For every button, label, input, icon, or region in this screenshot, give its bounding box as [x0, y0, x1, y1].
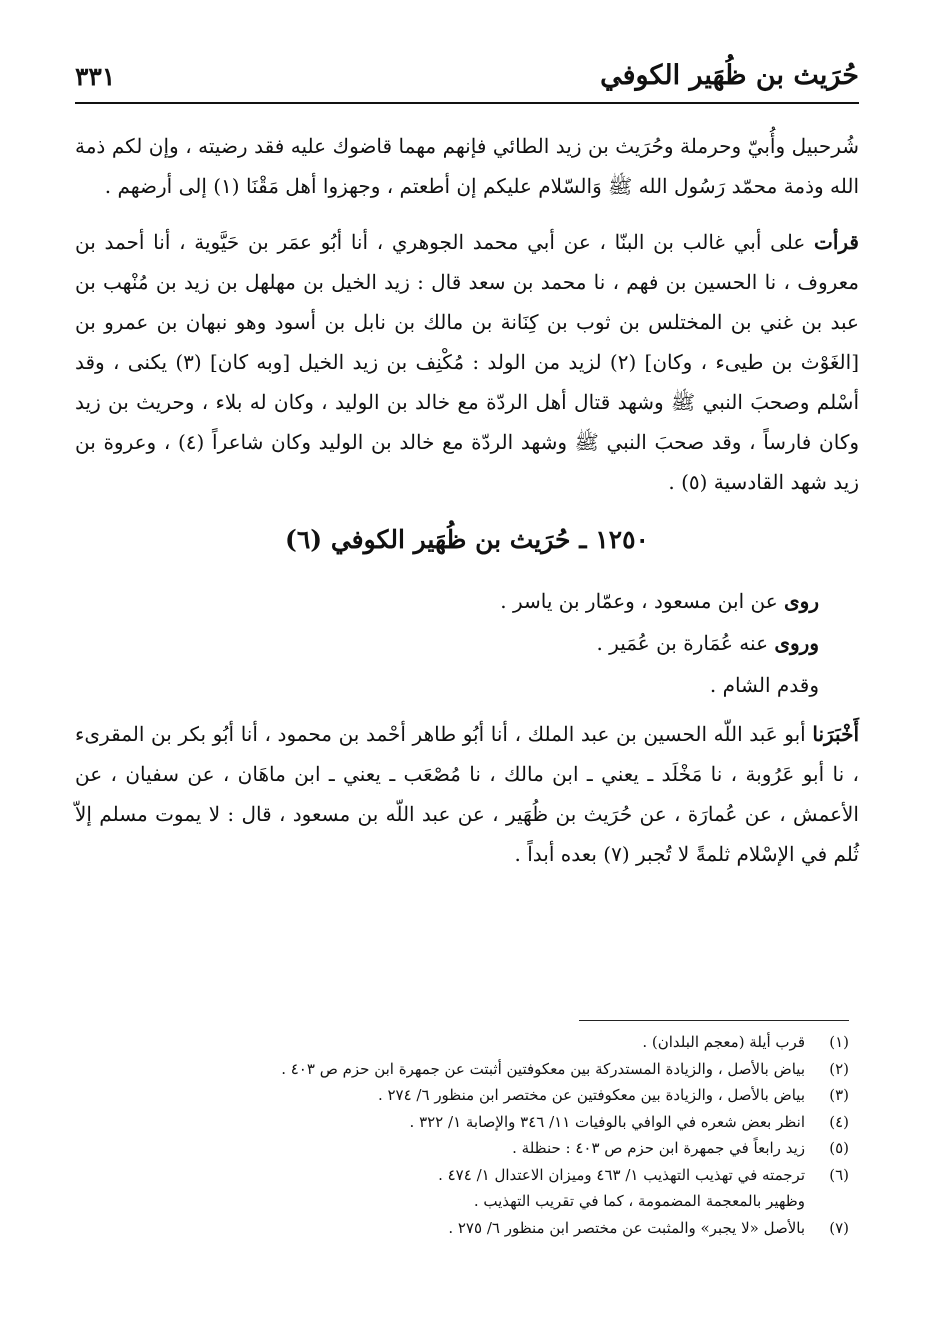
narration-from-line [75, 580, 819, 622]
footnote-number: (١) [829, 1033, 849, 1051]
entry-heading: ١٢٥٠ ـ حُرَيث بن ظُهَير الكوفي (٦) [285, 525, 649, 554]
footnote-number: (٢) [829, 1059, 849, 1078]
footnote-6-continuation: وظهير بالمعجمة المضمومة ، كما في تقريب التهذيب . [473, 1192, 805, 1210]
paragraph-3 [75, 714, 859, 874]
footnote-3 [85, 1082, 849, 1109]
footnote-text: انظر بعض شعره في الوافي بالوفيات ١١/ ٣٤٦ والإصابة ١/ ٣٢٢ . [409, 1112, 805, 1131]
paragraph-2 [75, 222, 859, 502]
footnote-number: (٦) [829, 1165, 849, 1184]
main-text [75, 126, 859, 874]
paragraph-1: شُرحبيل وأُبيّ وحرملة وحُرَيث بن زيد الطائي فإنهم مهما قاضوك عليه فقد رضيته ، وإن لكم ذمة الله وذمة محمّد رَسُول الله ﷺ وَالسّلام عليكم إن أطعتم ، وجهزوا أهل مَقْنَا (١) إلى أرضهم . [75, 134, 859, 198]
footnotes [85, 1020, 849, 1241]
running-title: حُرَيث بن ظُهَير الكوفي [600, 60, 859, 91]
footnote-2 [85, 1056, 849, 1083]
footnote-5 [85, 1135, 849, 1162]
footnote-number: (٤) [829, 1112, 849, 1131]
narration-by-line [75, 622, 819, 664]
footnote-separator [579, 1020, 849, 1021]
footnote-7 [85, 1215, 849, 1242]
narration-from-text: عن ابن مسعود ، وعمّار بن ياسر . [500, 589, 778, 613]
footnote-text: بياض بالأصل ، والزيادة المستدركة بين معكوفتين أثبتت عن جمهرة ابن حزم ص ٤٠٣ . [281, 1059, 805, 1078]
footnote-text: بالأصل «لا يجبر» والمثبت عن مختصر ابن منظور ٦/ ٢٧٥ . [448, 1218, 805, 1237]
paragraph-3-text: أبو عَبد اللّه الحسين بن عبد الملك ، أنا أبُو طاهر أحْمد بن محمود ، أنا أبُو بكر بن المقرىء ، نا أبو عَرُوبة ، نا مَخْلَد ـ يعني ـ ابن مالك ، نا مُصْعَب ـ يعني ـ ابن ماهَان ، عن سفيان ، عن الأعمش ، عن عُمارَة ، عن حُرَيث بن ظُهَير ، عن عبد اللّه بن مسعود ، قال : لا يموت مسلم إلاّ ثُلم في الإسْلام ثلمةً لا تُجبر (٧) بعده أبداً . [75, 722, 859, 866]
paragraph-3-lead-word: أَخْبَرَنا [812, 722, 859, 746]
paragraph-2-lead-word: قرأت [814, 230, 859, 254]
footnote-number: (٣) [829, 1086, 849, 1104]
paragraph-2-text: على أبي غالب بن البنّا ، عن أبي محمد الجوهري ، أنا أبُو عمَر بن حَيَّوية ، أنا أحمد بن معروف ، نا الحسين بن فهم ، نا محمد بن سعد قال : زيد الخيل بن مهلهل بن زيد بن مُنْهب بن عبد بن غني بن المختلس بن ثوب بن كِنَانة بن مالك بن نابل بن أسود وهو نبهان بن عمرو بن [الغَوْث بن طيىء ، وكان] (٢) لزيد من الولد : مُكْنِف بن زيد الخيل [وبه كان] (٣) يكنى ، وقد أسْلم وصحبَ النبي ﷺ وشهد قتال أهل الردّة مع خالد بن الوليد ، وكان له بلاء ، وحريث بن زيد وكان فارساً ، وقد صحبَ النبي ﷺ وشهد الردّة مع خالد بن الوليد وكان شاعراً (٤) ، وعروة بن زيد شهد القادسية (٥) . [75, 230, 859, 494]
footnote-text: بياض بالأصل ، والزيادة بين معكوفتين عن مختصر ابن منظور ٦/ ٢٧٤ . [377, 1086, 805, 1104]
footnote-4 [85, 1109, 849, 1136]
travel-line: وقدم الشام . [709, 673, 819, 697]
page-number: ٣٣١ [75, 62, 116, 91]
narration-by-text: عنه عُمَارة بن عُمَير . [596, 631, 768, 655]
page-header [75, 56, 859, 104]
footnote-number: (٥) [829, 1139, 849, 1157]
narration-from-lead-word: روى [784, 589, 819, 613]
footnote-6 [85, 1162, 849, 1189]
footnote-1 [85, 1029, 849, 1056]
footnote-text: زيد رابعاً في جمهرة ابن حزم ص ٤٠٣ : حنظلة . [512, 1139, 805, 1157]
footnote-text: قرب أيلة (معجم البلدان) . [642, 1033, 805, 1051]
footnote-number: (٧) [829, 1218, 849, 1237]
narration-by-lead-word: وروى [774, 631, 819, 655]
footnote-text: ترجمته في تهذيب التهذيب ١/ ٤٦٣ وميزان الاعتدال ١/ ٤٧٤ . [438, 1165, 805, 1184]
